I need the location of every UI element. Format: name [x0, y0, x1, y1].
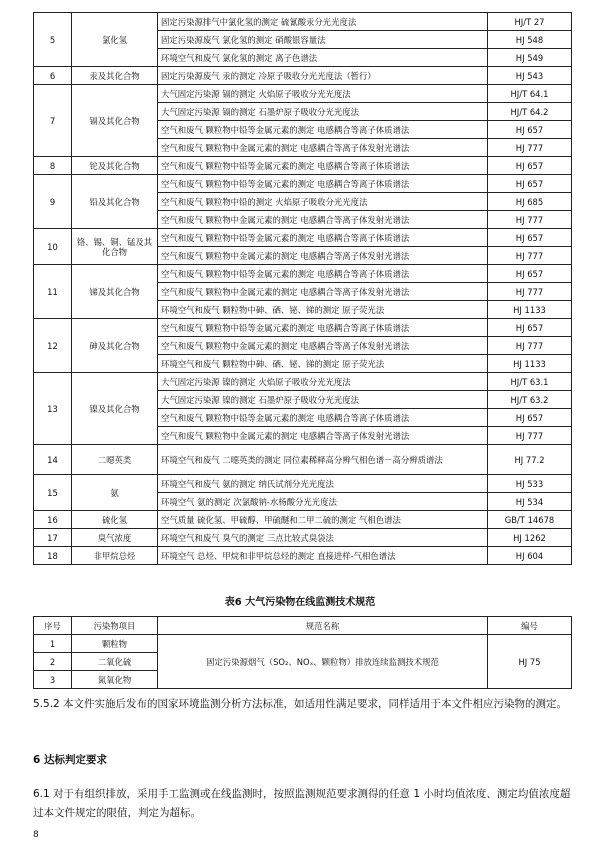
- row-standard: 空气质量 硫化氢、甲硫醇、甲硫醚和二甲二硫的测定 气相色谱法: [158, 511, 488, 529]
- row-standard: 环境空气 总烃、甲烷和非甲烷总烃的测定 直接进样-气相色谱法: [158, 547, 488, 565]
- row-code: HJ/T 27: [488, 13, 572, 31]
- row-standard: 大气固定污染源 镍的测定 石墨炉原子吸收分光光度法: [158, 391, 488, 409]
- row-num: 17: [34, 529, 72, 547]
- row-pollutant: 砷及其化合物: [72, 319, 158, 373]
- row-code: HJ 685: [488, 193, 572, 211]
- row-standard: 空气和废气 颗粒物中铅等金属元素的测定 电感耦合等离子体质谱法: [158, 175, 488, 193]
- row-standard: 固定污染源废气 氯化氢的测定 硝酸银容量法: [158, 31, 488, 49]
- row-num: 14: [34, 445, 72, 475]
- row-code: GB/T 14678: [488, 511, 572, 529]
- row-pollutant: 汞及其化合物: [72, 67, 158, 85]
- row-num: 10: [34, 229, 72, 265]
- row-standard: 环境空气和废气 氯化氢的测定 离子色谱法: [158, 49, 488, 67]
- row-standard: 空气和废气 颗粒物中铅等金属元素的测定 电感耦合等离子体质谱法: [158, 265, 488, 283]
- row-pollutant: 铅及其化合物: [72, 175, 158, 229]
- row-code: HJ 1262: [488, 529, 572, 547]
- row-code: HJ 75: [488, 635, 572, 689]
- row-num: 2: [34, 653, 72, 671]
- row-pollutant: 铊及其化合物: [72, 157, 158, 175]
- row-standard: 空气和废气 颗粒物中金属元素的测定 电感耦合等离子体发射光谱法: [158, 247, 488, 265]
- table-row: [34, 635, 572, 653]
- row-pollutant: 颗粒物: [72, 635, 158, 653]
- row-code: HJ 777: [488, 283, 572, 301]
- row-standard: 空气和废气 颗粒物中铅等金属元素的测定 电感耦合等离子体质谱法: [158, 319, 488, 337]
- row-standard: 空气和废气 颗粒物中金属元素的测定 电感耦合等离子体发射光谱法: [158, 337, 488, 355]
- table-row: [34, 511, 572, 529]
- row-standard: 空气和废气 颗粒物中金属元素的测定 电感耦合等离子体发射光谱法: [158, 211, 488, 229]
- table-row: [34, 175, 572, 193]
- row-num: 11: [34, 265, 72, 319]
- row-pollutant: 氮氧化物: [72, 671, 158, 689]
- row-num: 1: [34, 635, 72, 653]
- row-pollutant: 二噁英类: [72, 445, 158, 475]
- row-code: HJ 77.2: [488, 445, 572, 475]
- row-num: 6: [34, 67, 72, 85]
- row-num: 12: [34, 319, 72, 373]
- row-num: 13: [34, 373, 72, 445]
- row-code: HJ/T 63.2: [488, 391, 572, 409]
- row-num: 8: [34, 157, 72, 175]
- row-standard: 环境空气和废气 氨的测定 纳氏试剂分光光度法: [158, 475, 488, 493]
- row-code: HJ 777: [488, 427, 572, 445]
- row-num: 18: [34, 547, 72, 565]
- row-code: HJ 657: [488, 175, 572, 193]
- row-pollutant: 非甲烷总烃: [72, 547, 158, 565]
- paragraph-6-1: 6.1 对于有组织排放，采用手工监测或在线监测时，按照监测规范要求测得的任意 1 小时均值浓度、测定均值浓度超过本文件规定的限值，判定为超标。: [33, 788, 571, 819]
- row-num: 15: [34, 475, 72, 511]
- row-code: HJ 657: [488, 319, 572, 337]
- row-standard: 空气和废气 颗粒物中铅等金属元素的测定 电感耦合等离子体质谱法: [158, 157, 488, 175]
- table-row: [34, 373, 572, 391]
- table-row: [34, 475, 572, 493]
- row-code: HJ 604: [488, 547, 572, 565]
- row-code: HJ 777: [488, 211, 572, 229]
- row-standard: 环境空气 氨的测定 次氯酸钠-水杨酸分光光度法: [158, 493, 488, 511]
- table-row: [34, 13, 572, 31]
- row-code: HJ 777: [488, 247, 572, 265]
- table-row: [34, 529, 572, 547]
- row-standard: 固定污染源排气中氯化氢的测定 硫氰酸汞分光光度法: [158, 13, 488, 31]
- row-standard: 空气和废气 颗粒物中铅等金属元素的测定 电感耦合等离子体质谱法: [158, 229, 488, 247]
- row-pollutant: 氨: [72, 475, 158, 511]
- row-standard: 环境空气和废气 颗粒物中砷、硒、铋、锑的测定 原子荧光法: [158, 355, 488, 373]
- header-standard: 规范名称: [158, 617, 488, 635]
- row-pollutant: 锑及其化合物: [72, 265, 158, 319]
- row-standard: 空气和废气 颗粒物中铅等金属元素的测定 电感耦合等离子体质谱法: [158, 409, 488, 427]
- table6-caption: 表6 大气污染物在线监测技术规范: [224, 597, 376, 608]
- row-num: 5: [34, 13, 72, 67]
- row-standard: 大气固定污染源 镉的测定 石墨炉原子吸收分光光度法: [158, 103, 488, 121]
- row-pollutant: 镉及其化合物: [72, 85, 158, 157]
- header-code: 编号: [488, 617, 572, 635]
- online-monitoring-table: [33, 616, 572, 689]
- row-code: HJ 777: [488, 139, 572, 157]
- row-pollutant: 镍及其化合物: [72, 373, 158, 445]
- row-standard: 空气和废气 颗粒物中金属元素的测定 电感耦合等离子体发射光谱法: [158, 139, 488, 157]
- page-number: 8: [33, 830, 39, 840]
- header-pollutant: 污染物项目: [72, 617, 158, 635]
- paragraph-5-5-2: 5.5.2 本文件实施后发布的国家环境监测分析方法标准，如适用性满足要求，同样适用于本文件相应污染物的测定。: [33, 698, 568, 710]
- row-code: HJ 657: [488, 265, 572, 283]
- row-code: HJ 1133: [488, 301, 572, 319]
- row-code: HJ/T 64.2: [488, 103, 572, 121]
- row-standard: 环境空气和废气 颗粒物中砷、硒、铋、锑的测定 原子荧光法: [158, 301, 488, 319]
- table-row: [34, 319, 572, 337]
- table-row: [34, 67, 572, 85]
- header-num: 序号: [34, 617, 72, 635]
- row-standard: 空气和废气 颗粒物中铅的测定 火焰原子吸收分光光度法: [158, 193, 488, 211]
- row-code: HJ 548: [488, 31, 572, 49]
- table-row: [34, 85, 572, 103]
- row-code: HJ 534: [488, 493, 572, 511]
- row-code: HJ 543: [488, 67, 572, 85]
- row-code: HJ/T 64.1: [488, 85, 572, 103]
- table6-header-row: [34, 617, 572, 635]
- row-standard: 空气和废气 颗粒物中金属元素的测定 电感耦合等离子体发射光谱法: [158, 283, 488, 301]
- row-standard: 环境空气和废气 二噁英类的测定 同位素稀释高分辨气相色谱－高分辨质谱法: [158, 445, 488, 475]
- monitoring-methods-table: [33, 12, 572, 565]
- row-num: 7: [34, 85, 72, 157]
- table-row: [34, 265, 572, 283]
- row-standard: 空气和废气 颗粒物中金属元素的测定 电感耦合等离子体发射光谱法: [158, 427, 488, 445]
- row-standard: 空气和废气 颗粒物中铅等金属元素的测定 电感耦合等离子体质谱法: [158, 121, 488, 139]
- row-pollutant: 氯化氢: [72, 13, 158, 67]
- row-code: HJ 657: [488, 121, 572, 139]
- row-code: HJ 657: [488, 409, 572, 427]
- row-standard: 环境空气和废气 臭气的测定 三点比较式臭袋法: [158, 529, 488, 547]
- row-code: HJ 549: [488, 49, 572, 67]
- row-code: HJ 657: [488, 157, 572, 175]
- row-pollutant: 二氧化硫: [72, 653, 158, 671]
- row-code: HJ/T 63.1: [488, 373, 572, 391]
- row-code: HJ 1133: [488, 355, 572, 373]
- row-num: 9: [34, 175, 72, 229]
- row-standard: 固定污染源废气 汞的测定 冷原子吸收分光光度法（暂行）: [158, 67, 488, 85]
- table-row: [34, 547, 572, 565]
- row-code: HJ 657: [488, 229, 572, 247]
- row-pollutant: 硫化氢: [72, 511, 158, 529]
- row-num: 16: [34, 511, 72, 529]
- row-num: 3: [34, 671, 72, 689]
- table-row: [34, 229, 572, 247]
- table-row: [34, 157, 572, 175]
- row-pollutant: 臭气浓度: [72, 529, 158, 547]
- row-code: HJ 777: [488, 337, 572, 355]
- row-standard: 固定污染源烟气（SO₂、NOₓ、颗粒物）排放连续监测技术规范: [158, 635, 488, 689]
- table-row: [34, 445, 572, 475]
- row-code: HJ 533: [488, 475, 572, 493]
- row-standard: 大气固定污染源 镍的测定 火焰原子吸收分光光度法: [158, 373, 488, 391]
- row-standard: 大气固定污染源 镉的测定 火焰原子吸收分光光度法: [158, 85, 488, 103]
- section-heading-6: 6 达标判定要求: [33, 754, 107, 766]
- row-pollutant: 铬、锡、铜、锰及其化合物: [72, 229, 158, 265]
